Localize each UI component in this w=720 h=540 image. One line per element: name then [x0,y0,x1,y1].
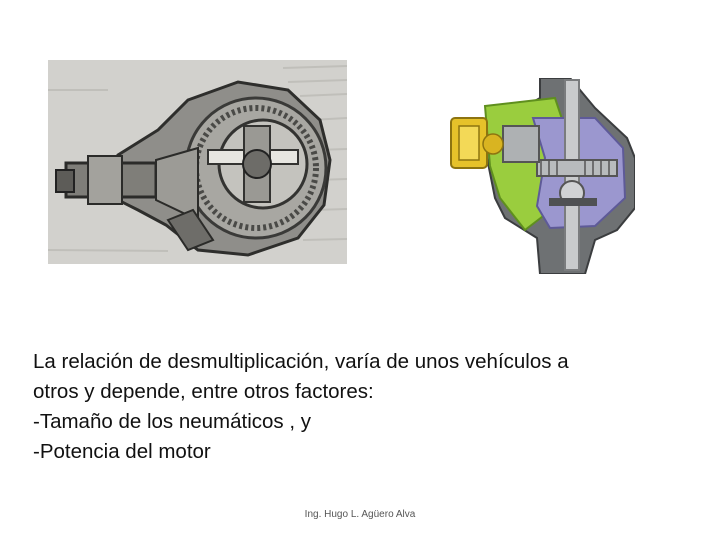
body-text [33,347,693,467]
footer-author: Ing. Hugo L. Agüero Alva [304,509,416,520]
differential-color-cutaway-icon [445,78,635,274]
differential-cutaway-photo-icon [48,60,347,264]
body-line: -Tamaño de los neumáticos , y [33,410,312,433]
body-line: otros y depende, entre otros factores: [33,380,374,403]
body-line: -Potencia del motor [33,440,211,463]
body-line: La relación de desmultiplicación, varía de unos vehículos a [33,350,569,373]
